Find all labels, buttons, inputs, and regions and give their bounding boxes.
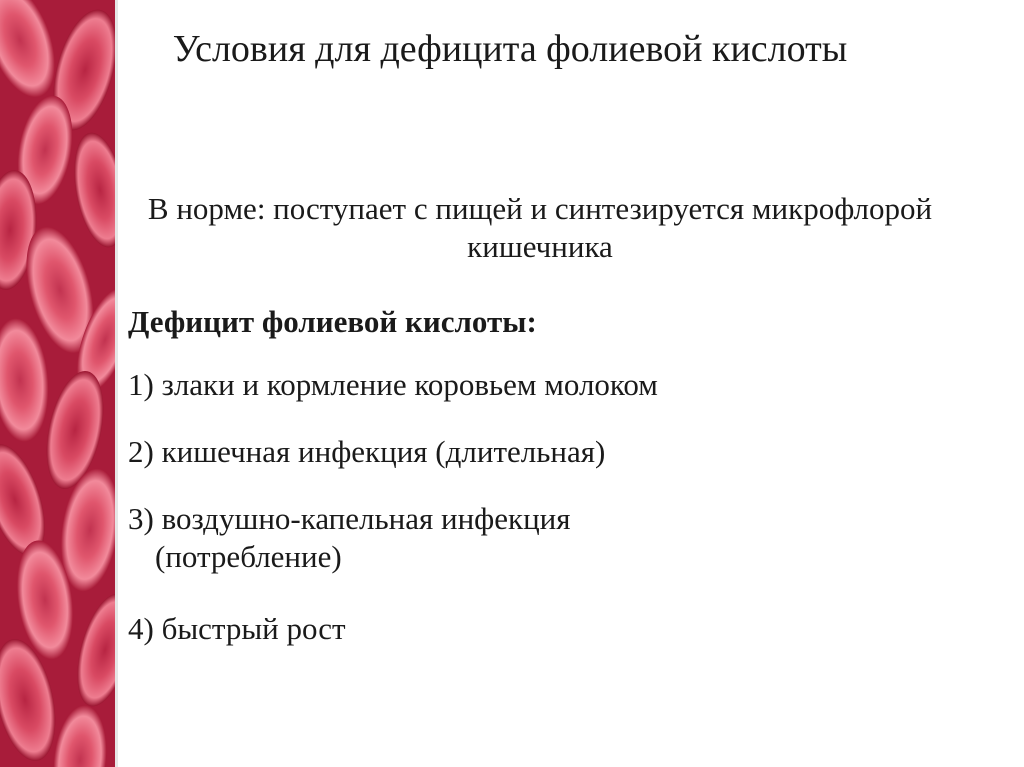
list-item: [128, 500, 988, 576]
deficit-heading: Дефицит фолиевой кислоты:: [128, 304, 537, 339]
list-item: [128, 433, 988, 471]
red-blood-cells-image: [0, 0, 117, 767]
strip-divider: [115, 0, 118, 767]
list-item: [128, 610, 988, 648]
list-item-text: 2) кишечная инфекция (длительная): [128, 434, 606, 469]
list-item-continuation: (потребление): [155, 539, 342, 574]
list-item-text: 3) воздушно-капельная инфекция: [128, 501, 571, 536]
norm-text: В норме: поступает с пищей и синтезируется микрофлорой кишечника: [147, 191, 933, 264]
list-item-text: 4) быстрый рост: [128, 611, 346, 646]
slide-title: Условия для дефицита фолиевой кислоты: [172, 28, 848, 70]
list-item: [128, 366, 988, 404]
list-item-text: 1) злаки и кормление коровьем молоком: [128, 367, 658, 402]
